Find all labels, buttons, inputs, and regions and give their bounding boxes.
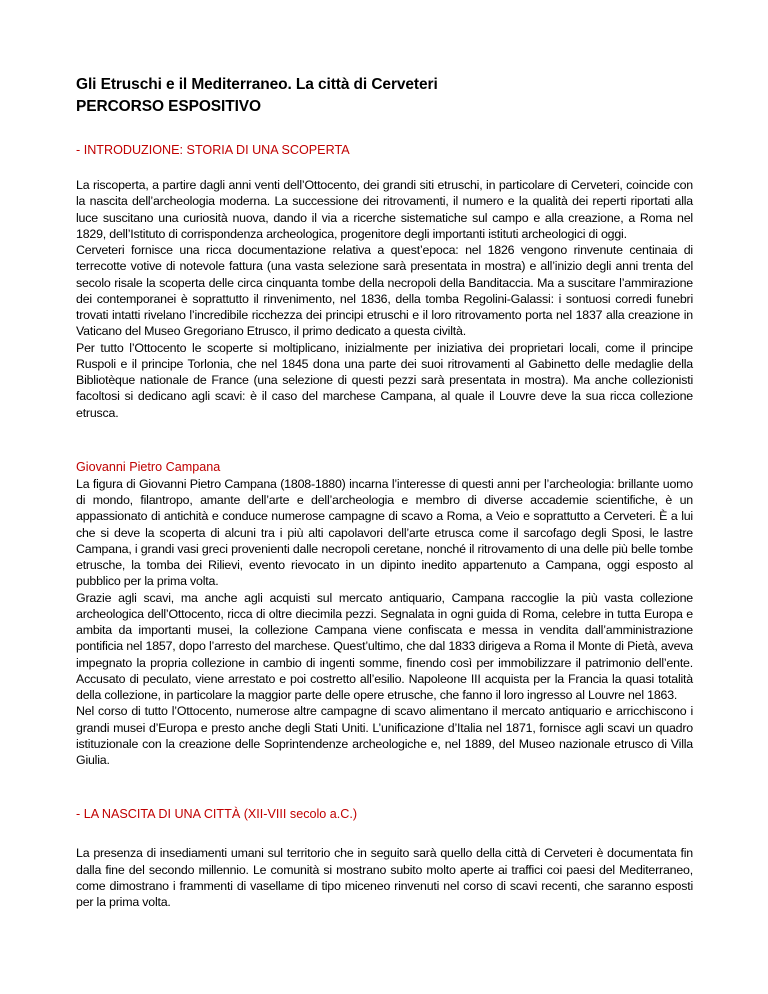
paragraph: Grazie agli scavi, ma anche agli acquisti sul mercato antiquario, Campana raccoglie la più vasta collezione archeologica dell’Ottocento, ricca di oltre diecimila pezzi. Segnalata in ogni guida di Roma, celebre in tutta Europa e ambita da importanti musei, la collezione Campana viene confiscata e messa in vendita dall’amministrazione pontificia nel 1857, dopo l’arresto del marchese. Quest’ultimo, che dal 1833 dirigeva a Roma il Monte di Pietà, aveva impegnato la propria collezione in cambio di ingenti somme, finendo così per immobilizzare il patrimonio dell’ente. Accusato di peculato, viene arrestato e poi costretto all’esilio. Napoleone III acquista per la Francia la quasi totalità della collezione, in particolare la maggior parte delle opere etrusche, che fanno il loro ingresso al Louvre nel 1863. <box>76 590 693 702</box>
section-nascita-citta <box>76 806 693 910</box>
document-title <box>76 74 693 118</box>
section-heading: - INTRODUZIONE: STORIA DI UNA SCOPERTA <box>76 143 350 157</box>
document-title-line-2: PERCORSO ESPOSITIVO <box>76 98 262 115</box>
paragraph: La presenza di insediamenti umani sul territorio che in seguito sarà quello della città di Cerveteri è documentata fin dalla fine del secondo millennio. Le comunità si mostrano subito molto aperte ai traffici coi paesi del Mediterraneo, come dimostrano i frammenti di vasellame di tipo miceneo rinvenuti nel corso di scavi recenti, che saranno esposti per la prima volta. <box>76 846 693 909</box>
document-page <box>76 74 693 910</box>
section-introduzione <box>76 142 693 421</box>
paragraph: La riscoperta, a partire dagli anni venti dell’Ottocento, dei grandi siti etruschi, in particolare di Cerveteri, coincide con la nascita dell’archeologia moderna. La successione dei ritrovamenti, il numero e la qualità dei reperti riportati alla luce suscitano una curiosità nuova, dando il via a ricerche sistematiche sul campo e alla creazione, a Roma nel 1829, dell’Istituto di corrispondenza archeologica, progenitore degli importanti istituti archeologici di oggi. <box>76 178 693 241</box>
section-heading: - LA NASCITA DI UNA CITTÀ (XII-VIII secolo a.C.) <box>76 807 358 822</box>
document-title-line-1: Gli Etruschi e il Mediterraneo. La città di Cerveteri <box>76 76 438 93</box>
paragraph: Per tutto l’Ottocento le scoperte si moltiplicano, inizialmente per iniziativa dei proprietari locali, come il principe Ruspoli e il principe Torlonia, che nel 1845 dona una parte dei suoi ritrovamenti al Gabinetto delle medaglie della Bibliotèque nationale de France (una selezione di questi pezzi sarà presentata in mostra). Ma anche collezionisti facoltosi si dedicano agli scavi: è il caso del marchese Campana, al quale il Louvre deve la sua ricca collezione etrusca. <box>76 340 693 420</box>
paragraph: Cerveteri fornisce una ricca documentazione relativa a quest’epoca: nel 1826 vengono rinvenute centinaia di terrecotte votive di notevole fattura (una vasta selezione sarà presentata in mostra) e all’inizio degli anni trenta del secolo risale la scoperta delle circa cinquanta tombe della necropoli della Banditaccia. Ma a suscitare l’ammirazione dei contemporanei è soprattutto il rinvenimento, nel 1836, della tomba Regolini-Galassi: i sontuosi corredi funebri trovati intatti rivelano l’incredibile ricchezza dei principi etruschi e il loro ritrovamento porta nel 1837 alla creazione in Vaticano del Museo Gregoriano Etrusco, il primo dedicato a questa civiltà. <box>76 243 693 339</box>
paragraph: Nel corso di tutto l’Ottocento, numerose altre campagne di scavo alimentano il mercato antiquario e arricchiscono i grandi musei d’Europa e presto anche degli Stati Uniti. L’unificazione d’Italia nel 1871, fornisce agli scavi un quadro istituzionale con la creazione delle Soprintendenze archeologiche e, nel 1889, del Museo nazionale etrusco di Villa Giulia. <box>76 704 693 767</box>
paragraph: La figura di Giovanni Pietro Campana (1808-1880) incarna l’interesse di questi anni per l’archeologia: brillante uomo di mondo, filantropo, amante dell’arte e dell’archeologia e membro di diverse accademie scientifiche, è un appassionato di antichità e conduce numerose campagne di scavo a Roma, a Veio e soprattutto a Cerveteri. È a lui che si deve la scoperta di alcuni tra i più alti capolavori dell’arte etrusca come il sarcofago degli Sposi, le lastre Campana, i grandi vasi greci provenienti dalle necropoli ceretane, nonché il ritrovamento di una delle più belle tombe etrusche, la tomba dei Rilievi, evento rievocato in un dipinto inedito appartenuto a Campana, oggi esposto al pubblico per la prima volta. <box>76 476 693 589</box>
section-campana <box>76 459 693 769</box>
section-heading: Giovanni Pietro Campana <box>76 459 221 474</box>
